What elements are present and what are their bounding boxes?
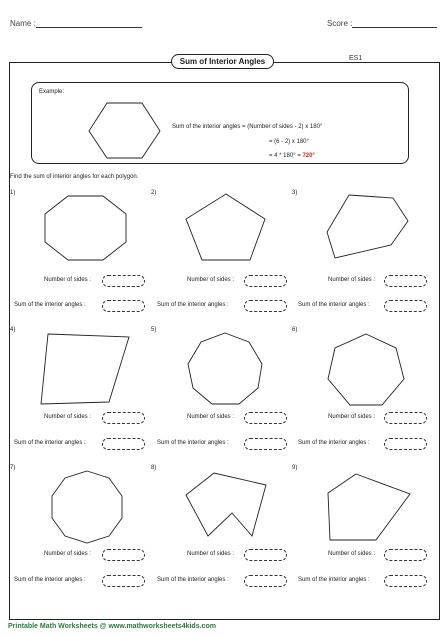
angles-label: Sum of the interior angles :	[157, 440, 229, 446]
angles-label: Sum of the interior angles :	[298, 302, 370, 308]
example-line-3	[269, 153, 315, 159]
problem-number: 5)	[151, 327, 157, 333]
example-box	[31, 82, 409, 164]
nonagon-shape	[188, 333, 263, 406]
angles-answer-field[interactable]	[384, 438, 427, 450]
angles-answer-field[interactable]	[244, 575, 287, 587]
irregular-hexagon-shape	[327, 195, 409, 259]
sides-label: Number of sides :	[44, 277, 92, 283]
angles-answer-field[interactable]	[244, 300, 287, 312]
sides-label: Number of sides :	[187, 551, 235, 557]
quadrilateral-shape	[41, 334, 130, 405]
sides-label: Number of sides :	[328, 551, 376, 557]
angles-answer-field[interactable]	[102, 438, 145, 450]
heptagon-shape	[327, 334, 405, 406]
score-input-line[interactable]	[352, 27, 437, 28]
problem-number: 8)	[151, 465, 157, 471]
sides-label: Number of sides :	[328, 414, 376, 420]
angles-answer-field[interactable]	[244, 438, 287, 450]
problem-number: 7)	[10, 465, 16, 471]
sides-answer-field[interactable]	[102, 412, 145, 424]
example-answer: 720°	[302, 153, 315, 159]
score-label: Score :	[327, 19, 353, 28]
sides-label: Number of sides :	[328, 277, 376, 283]
angles-answer-field[interactable]	[384, 300, 427, 312]
footer-site-link[interactable]: Printable Math Worksheets @ www.mathworksheets4kids.com	[8, 623, 216, 630]
example-label: Example:	[39, 89, 65, 95]
angles-label: Sum of the interior angles :	[298, 440, 370, 446]
pentagon-shape	[186, 194, 266, 261]
angles-label: Sum of the interior angles :	[157, 577, 229, 583]
angles-label: Sum of the interior angles :	[14, 577, 86, 583]
concave-hexagon-shape	[186, 473, 267, 537]
irregular-pentagon-shape	[328, 474, 411, 541]
name-label: Name :	[10, 19, 36, 28]
sides-label: Number of sides :	[44, 414, 92, 420]
example-line-3-prefix: = 4 * 180° =	[269, 153, 301, 159]
instructions: Find the sum of interior angles for each polygon.	[10, 174, 139, 180]
sides-answer-field[interactable]	[244, 549, 287, 561]
example-line-1: Sum of the interior angles = (Number of sides - 2) x 180°	[172, 124, 323, 130]
sides-answer-field[interactable]	[384, 549, 427, 561]
angles-label: Sum of the interior angles :	[298, 577, 370, 583]
name-input-line[interactable]	[36, 27, 142, 28]
angles-answer-field[interactable]	[384, 575, 427, 587]
sides-label: Number of sides :	[44, 551, 92, 557]
sides-answer-field[interactable]	[384, 275, 427, 287]
problem-number: 3)	[292, 190, 298, 196]
angles-label: Sum of the interior angles :	[14, 440, 86, 446]
sides-answer-field[interactable]	[244, 275, 287, 287]
worksheet-title: Sum of Interior Angles	[171, 54, 274, 69]
worksheet-code: ES1	[349, 55, 363, 62]
sides-answer-field[interactable]	[384, 412, 427, 424]
sides-answer-field[interactable]	[102, 549, 145, 561]
sides-answer-field[interactable]	[244, 412, 287, 424]
problem-number: 6)	[292, 327, 298, 333]
sides-label: Number of sides :	[187, 277, 235, 283]
decagon-shape	[49, 471, 125, 544]
example-line-2: = (6 - 2) x 180°	[269, 139, 309, 145]
problem-number: 2)	[151, 190, 157, 196]
octagon-shape	[45, 196, 127, 261]
problem-number: 4)	[10, 327, 16, 333]
angles-answer-field[interactable]	[102, 300, 145, 312]
angles-label: Sum of the interior angles :	[157, 302, 229, 308]
angles-label: Sum of the interior angles :	[14, 302, 86, 308]
problem-number: 1)	[10, 190, 16, 196]
problem-number: 9)	[292, 465, 298, 471]
example-hexagon	[89, 103, 161, 159]
sides-answer-field[interactable]	[102, 275, 145, 287]
sides-label: Number of sides :	[187, 414, 235, 420]
angles-answer-field[interactable]	[102, 575, 145, 587]
